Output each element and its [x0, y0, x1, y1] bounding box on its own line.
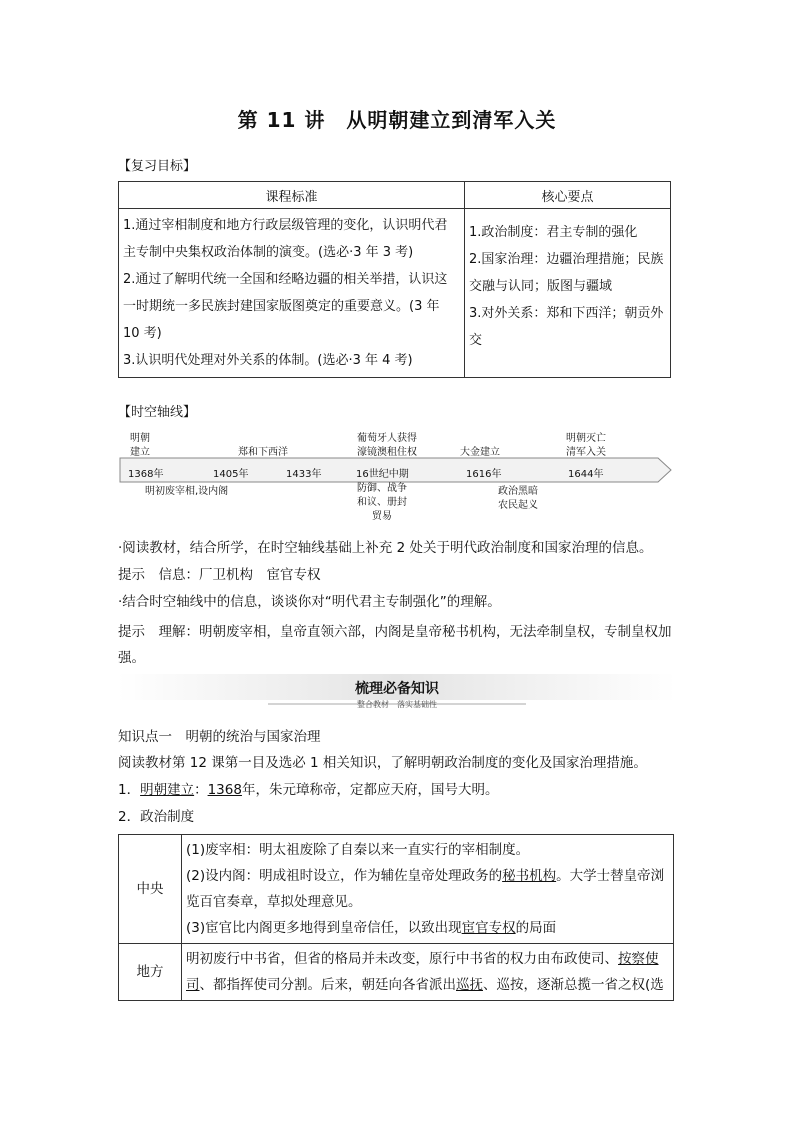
year-1644: 1644年 — [568, 469, 604, 480]
item-political-system: 2．政治制度 — [118, 809, 195, 825]
key-point-1: 1.政治制度：君主专制的强化 — [469, 225, 638, 240]
item-ming-founding — [118, 780, 678, 800]
goals-table — [118, 181, 671, 378]
page-title: 第 11 讲 从明朝建立到清军入关 — [237, 108, 557, 132]
event-ming-fall: 明朝灭亡 清军入关 — [566, 433, 606, 458]
hint-2: 提示 理解：明朝废宰相，皇帝直领六部，内阁是皇帝秘书机构，无法牵制皇权，专制皇权加强。 — [118, 624, 672, 666]
timeline-label: 【时空轴线】 — [118, 405, 197, 420]
event-zhenghe-voyages: 郑和下西洋 — [238, 447, 288, 458]
hint-1: 提示 信息：厂卫机构 宦官专权 — [118, 567, 321, 583]
local-text-c: 、巡按，逐渐总揽一省之权(选 — [483, 977, 664, 993]
standard-1: 1.通过宰相制度和地方行政层级管理的变化，认识明代君主专制中央集权政治体制的演变。(选必·3 年 3 考) — [123, 218, 448, 260]
event-later-jin: 大金建立 — [460, 447, 500, 458]
year-1368: 1368年 — [128, 469, 164, 480]
banner-subtitle: 整合教材 落实基础性 — [357, 700, 437, 709]
central-row-2-underline: 秘书机构 — [502, 868, 557, 884]
kp1-intro: 阅读教材第 12 课第一目及选必 1 相关知识，了解明朝政治制度的变化及国家治理措施。 — [118, 755, 647, 771]
central-row-3 — [186, 915, 669, 941]
event-frontier-policy: 防御、战争 和议、册封 贸易 — [357, 483, 407, 522]
header-key-points: 核心要点 — [465, 182, 671, 209]
event-ming-founded: 明朝 建立 — [130, 433, 150, 458]
item1-year: 1368 — [207, 782, 242, 798]
local-row — [182, 944, 674, 1001]
event-abolish-chancellor: 明初废宰相,设内阁 — [145, 486, 229, 497]
year-1616: 1616年 — [466, 469, 502, 480]
key-point-2: 2.国家治理：边疆治理措施；民族交融与认同；版图与疆域 — [469, 252, 664, 294]
question-2: ·结合时空轴线中的信息，谈谈你对“明代君主专制强化”的理解。 — [118, 594, 501, 610]
review-goals-label: 【复习目标】 — [118, 159, 197, 174]
central-row-1: (1)废宰相：明太祖废除了自秦以来一直实行的宰相制度。 — [186, 842, 530, 858]
central-row-2 — [186, 863, 669, 915]
local-text-b: 、都指挥使司分割。后来，朝廷向各省派出 — [199, 977, 456, 993]
year-16th-century: 16世纪中期 — [356, 469, 409, 480]
header-standards: 课程标准 — [119, 182, 465, 209]
event-peasant-uprising: 政治黑暗 农民起义 — [498, 486, 538, 511]
item1-label: 明朝建立 — [140, 782, 195, 798]
central-label: 中央 — [119, 835, 182, 944]
central-row-3-text-b: 的局面 — [515, 920, 557, 936]
standard-2: 2.通过了解明代统一全国和经略边疆的相关举措，认识这一时期统一多民族封建国家版图奠定的重要意义。(3 年 10 考) — [123, 272, 448, 341]
local-underline-2: 巡抚 — [456, 977, 483, 993]
item1-colon: ： — [194, 782, 208, 798]
local-underline-1: 按察使司 — [186, 951, 659, 993]
year-1433: 1433年 — [286, 469, 322, 480]
item1-number: 1． — [118, 782, 141, 798]
central-row-2-text-a: (2)设内阁：明成祖时设立，作为辅佐皇帝处理政务的 — [186, 868, 503, 884]
local-text-a: 明初废行中书省，但省的格局并未改变，原行中书省的权力由布政使司、 — [186, 951, 618, 967]
standard-3: 3.认识明代处理对外关系的体制。(选必·3 年 4 考) — [123, 353, 413, 368]
knowledge-point-1: 知识点一 明朝的统治与国家治理 — [118, 729, 321, 745]
political-system-table — [118, 834, 674, 1001]
question-1: ·阅读教材，结合所学，在时空轴线基础上补充 2 处关于明代政治制度和国家治理的信息。 — [118, 540, 653, 556]
event-portuguese-macau: 葡萄牙人获得 濠镜澳租住权 — [357, 433, 417, 458]
central-row-3-underline: 宦官专权 — [461, 920, 516, 936]
local-label: 地方 — [119, 944, 182, 1001]
central-row-3-text-a: (3)宦官比内阁更多地得到皇帝信任，以致出现 — [186, 920, 462, 936]
section-banner — [118, 672, 676, 714]
banner-title: 梳理必备知识 — [355, 681, 439, 697]
item1-text: 年，朱元璋称帝，定都应天府，国号大明。 — [241, 782, 499, 798]
central-row-2-text-b: 。大学士替皇帝浏览百官奏章，草拟处理意见。 — [186, 868, 665, 910]
year-1405: 1405年 — [213, 469, 249, 480]
key-point-3: 3.对外关系：郑和下西洋；朝贡外交 — [469, 306, 664, 348]
